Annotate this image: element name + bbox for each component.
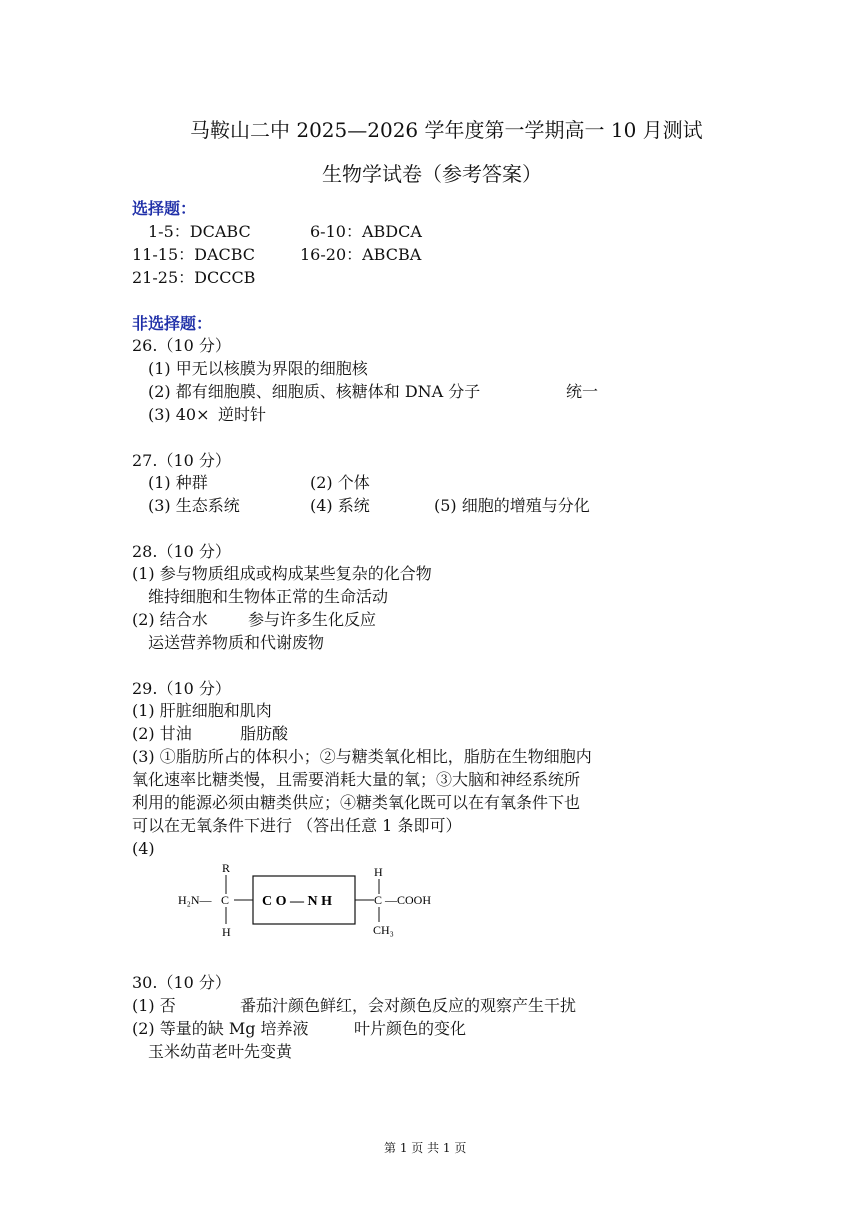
q28-answer-2: (2) 结合水 (132, 610, 208, 629)
alpha-carbon-2-label: C (374, 893, 383, 907)
choice-heading: 选择题： (132, 199, 197, 218)
r-group-label: R (222, 861, 231, 875)
choice-answer-6-10: 6-10：ABDCA (310, 222, 422, 241)
q29-heading: 29.（10 分） (132, 679, 231, 698)
dipeptide-structure-diagram (170, 860, 470, 940)
q29-answer-3-line1: (3) ①脂肪所占的体积小；②与糖类氧化相比，脂肪在生物细胞内 (132, 747, 592, 766)
c1-bottom-h-label: H (222, 925, 231, 939)
q28-heading: 28.（10 分） (132, 542, 231, 561)
page-title: 马鞍山二中 2025—2026 学年度第一学期高一 10 月测试 (190, 118, 703, 142)
q27-answer-4: (4) 系统 (310, 496, 370, 515)
q30-heading: 30.（10 分） (132, 973, 231, 992)
q29-answer-1: (1) 肝脏细胞和肌肉 (132, 701, 272, 720)
q28-answer-2b: 参与许多生化反应 (248, 610, 377, 629)
q26-answer-2: (2) 都有细胞膜、细胞质、核糖体和 DNA 分子 (148, 382, 481, 401)
q26-heading: 26.（10 分） (132, 336, 231, 355)
page-subtitle: 生物学试卷（参考答案） (322, 162, 542, 186)
q28-answer-2c: 运送营养物质和代谢废物 (148, 633, 325, 652)
q29-answer-4-label: (4) (132, 839, 155, 858)
q27-answer-2: (2) 个体 (310, 473, 370, 492)
q30-answer-2c: 玉米幼苗老叶先变黄 (148, 1042, 293, 1061)
carboxyl-group-label: —COOH (385, 893, 432, 907)
q27-answer-1: (1) 种群 (148, 473, 208, 492)
q29-answer-3-line4: 可以在无氧条件下进行 （答出任意 1 条即可） (132, 816, 462, 835)
q30-answer-2b: 叶片颜色的变化 (354, 1019, 467, 1038)
q27-answer-5: (5) 细胞的增殖与分化 (434, 496, 590, 515)
peptide-bond-label: C O — N H (262, 894, 332, 909)
q27-heading: 27.（10 分） (132, 451, 231, 470)
q28-answer-1: (1) 参与物质组成或构成某些复杂的化合物 (132, 564, 432, 583)
q27-answer-3: (3) 生态系统 (148, 496, 240, 515)
choice-answer-1-5: 1-5：DCABC (148, 222, 251, 241)
c2-top-h-label: H (374, 865, 383, 879)
methyl-group-label: CH₃ (373, 923, 394, 937)
nonchoice-heading: 非选择题： (132, 314, 213, 333)
page-footer: 第 1 页 共 1 页 (384, 1141, 467, 1155)
q26-answer-3b: 逆时针 (218, 405, 267, 424)
q26-answer-2b: 统一 (566, 382, 599, 401)
q26-answer-3: (3) 40× (148, 405, 210, 424)
q30-answer-1: (1) 否 (132, 996, 176, 1015)
q30-answer-2: (2) 等量的缺 Mg 培养液 (132, 1019, 309, 1038)
q29-answer-3-line2: 氧化速率比糖类慢，且需要消耗大量的氧；③大脑和神经系统所 (132, 770, 581, 789)
alpha-carbon-1-label: C (221, 893, 230, 907)
q26-answer-1: (1) 甲无以核膜为界限的细胞核 (148, 359, 368, 378)
q29-answer-2: (2) 甘油 (132, 724, 192, 743)
choice-answer-21-25: 21-25：DCCCB (132, 268, 256, 287)
choice-answer-16-20: 16-20：ABCBA (300, 245, 422, 264)
choice-answer-11-15: 11-15：DACBC (132, 245, 256, 264)
q30-answer-1b: 番茄汁颜色鲜红，会对颜色反应的观察产生干扰 (240, 996, 577, 1015)
amino-group-label: H₂N— (178, 893, 212, 907)
q29-answer-2b: 脂肪酸 (240, 724, 289, 743)
q28-answer-1b: 维持细胞和生物体正常的生命活动 (148, 587, 389, 606)
q29-answer-3-line3: 利用的能源必须由糖类供应；④糖类氧化既可以在有氧条件下也 (132, 793, 581, 812)
